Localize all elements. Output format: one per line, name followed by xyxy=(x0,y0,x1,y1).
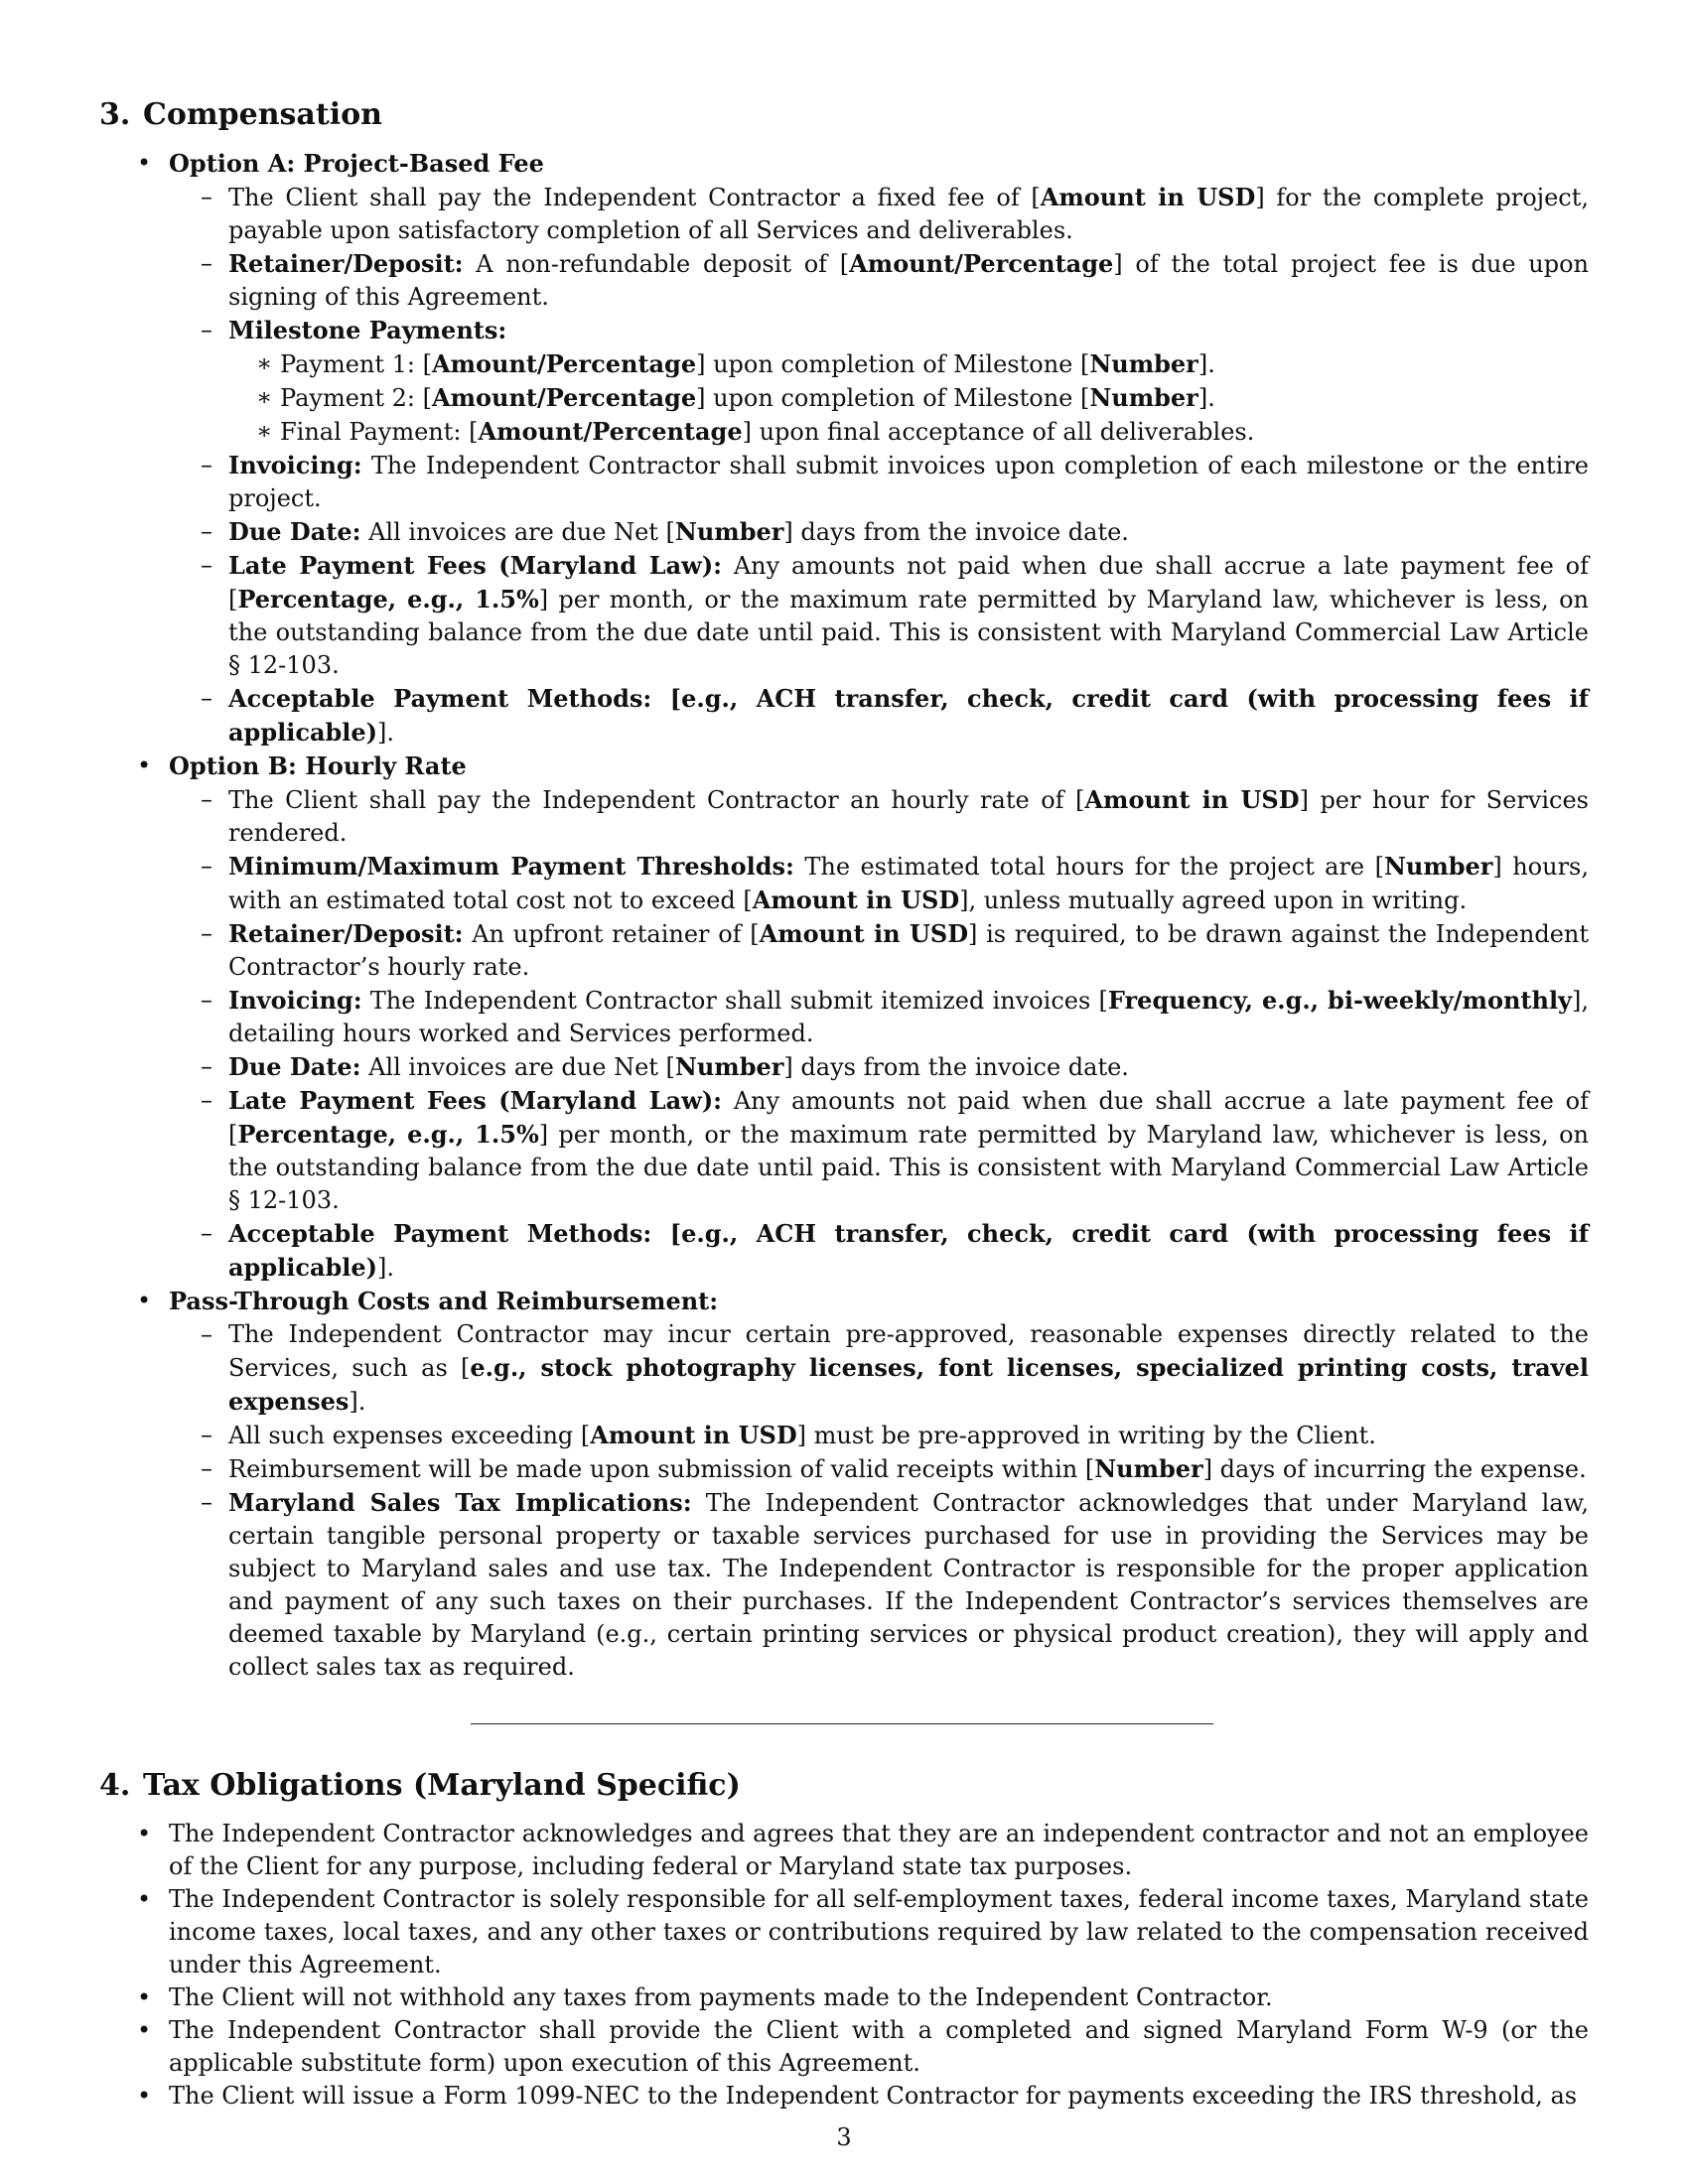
option-b-thresholds: – Minimum/Maximum Payment Thresholds: The estimated total hours for the project are [Number] hours, with an estimated total cost not to exceed [Amount in USD], unless mutually agreed upon in writing. xyxy=(201,852,1589,914)
option-b-heading: Option B: Hourly Rate xyxy=(169,751,467,780)
bullet-marker: • xyxy=(137,1287,152,1314)
milestone-payment-1: ∗ Payment 1: [Amount/Percentage] upon completion of Milestone [Number]. xyxy=(256,349,1215,378)
option-b xyxy=(99,750,1589,1285)
bullet-marker: • xyxy=(137,149,152,177)
option-b-payment-methods: – Acceptable Payment Methods: [e.g., ACH transfer, check, credit card (with processing fees if applicable)]. xyxy=(201,1219,1589,1282)
page-number: 3 xyxy=(836,2123,852,2151)
tax-item: • The Client will issue a Form 1099-NEC to the Independent Contractor for payments exceeding the IRS threshold, as xyxy=(137,2082,1578,2110)
option-a-payment-methods: – Acceptable Payment Methods: [e.g., ACH transfer, check, credit card (with processing fees if applicable)]. xyxy=(201,684,1589,747)
option-a-invoicing: – Invoicing: The Independent Contractor shall submit invoices upon completion of each milestone or the entire project. xyxy=(201,451,1589,512)
milestone-payment-2: ∗ Payment 2: [Amount/Percentage] upon completion of Milestone [Number]. xyxy=(256,383,1215,412)
option-b-due-date: – Due Date: All invoices are due Net [Number] days from the invoice date. xyxy=(201,1052,1129,1081)
tax-item: • The Independent Contractor shall provide the Client with a completed and signed Maryland Form W-9 (or the applicable substitute form) upon execution of this Agreement. xyxy=(137,2016,1589,2077)
option-a-late-fees: – Late Payment Fees (Maryland Law): Any amounts not paid when due shall accrue a late payment fee of [Percentage, e.g., 1.5%] per month, or the maximum rate permitted by Maryland law, whichever is less, on the outstanding balance from the due date until paid. This is consistent with Maryland Commercial Law Article § 12-103. xyxy=(201,551,1590,679)
pass-through-costs xyxy=(99,1285,1589,1684)
tax-item: • The Client will not withhold any taxes from payments made to the Independent Contractor. xyxy=(137,1983,1273,2011)
option-a-heading: Option A: Project-Based Fee xyxy=(169,149,544,178)
pass-through-expenses: – The Independent Contractor may incur certain pre-approved, reasonable expenses directly related to the Services, such as [e.g., stock photography licenses, font licenses, specialized printing costs, travel expenses]. xyxy=(201,1320,1589,1416)
pass-through-reimbursement: – Reimbursement will be made upon submission of valid receipts within [Number] days of incurring the expense. xyxy=(201,1454,1587,1483)
pass-through-preapproval: – All such expenses exceeding [Amount in USD] must be pre-approved in writing by the Client. xyxy=(201,1421,1376,1449)
section-4-list xyxy=(99,1818,1589,2113)
tax-item: • The Independent Contractor is solely responsible for all self-employment taxes, federal income taxes, Maryland state income taxes, local taxes, and any other taxes or contributions required by law related to the compensation received under this Agreement. xyxy=(137,1885,1589,1979)
pass-through-heading: Pass-Through Costs and Reimbursement: xyxy=(169,1287,719,1315)
option-a-retainer: – Retainer/Deposit: A non-refundable deposit of [Amount/Percentage] of the total project fee is due upon signing of this Agreement. xyxy=(201,249,1589,311)
section-3-list xyxy=(99,147,1589,1684)
option-a-fee: – The Client shall pay the Independent Contractor a fixed fee of [Amount in USD] for the complete project, payable upon satisfactory completion of all Services and deliverables. xyxy=(201,183,1590,244)
tax-item: • The Independent Contractor acknowledges and agrees that they are an independent contractor and not an employee of the Client for any purpose, including federal or Maryland state tax purposes. xyxy=(137,1820,1589,1880)
option-b-rate: – The Client shall pay the Independent Contractor an hourly rate of [Amount in USD] per hour for Services rendered. xyxy=(201,785,1589,847)
section-3-heading: 3. Compensation xyxy=(99,97,382,132)
pass-through-sales-tax: – Maryland Sales Tax Implications: The Independent Contractor acknowledges that under Maryland law, certain tangible personal property or taxable services purchased for use in providing the Services may be subject to Maryland sales and use tax. The Independent Contractor is responsible for the proper application and payment of any such taxes on their purchases. If the Independent Contractor’s services themselves are deemed taxable by Maryland (e.g., certain printing services or physical product creation), they will apply and collect sales tax as required. xyxy=(201,1488,1589,1681)
option-b-late-fees: – Late Payment Fees (Maryland Law): Any amounts not paid when due shall accrue a late payment fee of [Percentage, e.g., 1.5%] per month, or the maximum rate permitted by Maryland law, whichever is less, on the outstanding balance from the due date until paid. This is consistent with Maryland Commercial Law Article § 12-103. xyxy=(201,1086,1590,1214)
option-b-invoicing: – Invoicing: The Independent Contractor shall submit itemized invoices [Frequency, e.g., bi-weekly/monthly], detailing hours worked and Services performed. xyxy=(201,986,1590,1047)
option-b-retainer: – Retainer/Deposit: An upfront retainer of [Amount in USD] is required, to be drawn against the Independent Contractor’s hourly rate. xyxy=(201,919,1590,981)
section-4-heading: 4. Tax Obligations (Maryland Specific) xyxy=(99,1768,741,1803)
option-a-milestones: – Milestone Payments: ∗ Payment 1: [Amount/Percentage] upon completion of Milestone [Number]. ∗ Payment 2: [Amount/Percentage] upon completion of Milestone [Number]. ∗ Final Payment: [Amount/Percentage] upon final acceptance of all deliverables. xyxy=(99,314,1589,449)
option-a-due-date: – Due Date: All invoices are due Net [Number] days from the invoice date. xyxy=(201,517,1129,546)
section-divider xyxy=(471,1723,1213,1724)
option-a xyxy=(99,147,1589,750)
bullet-marker: • xyxy=(137,751,152,779)
milestone-final-payment: ∗ Final Payment: [Amount/Percentage] upon final acceptance of all deliverables. xyxy=(256,417,1255,446)
document-page xyxy=(99,95,1589,2113)
